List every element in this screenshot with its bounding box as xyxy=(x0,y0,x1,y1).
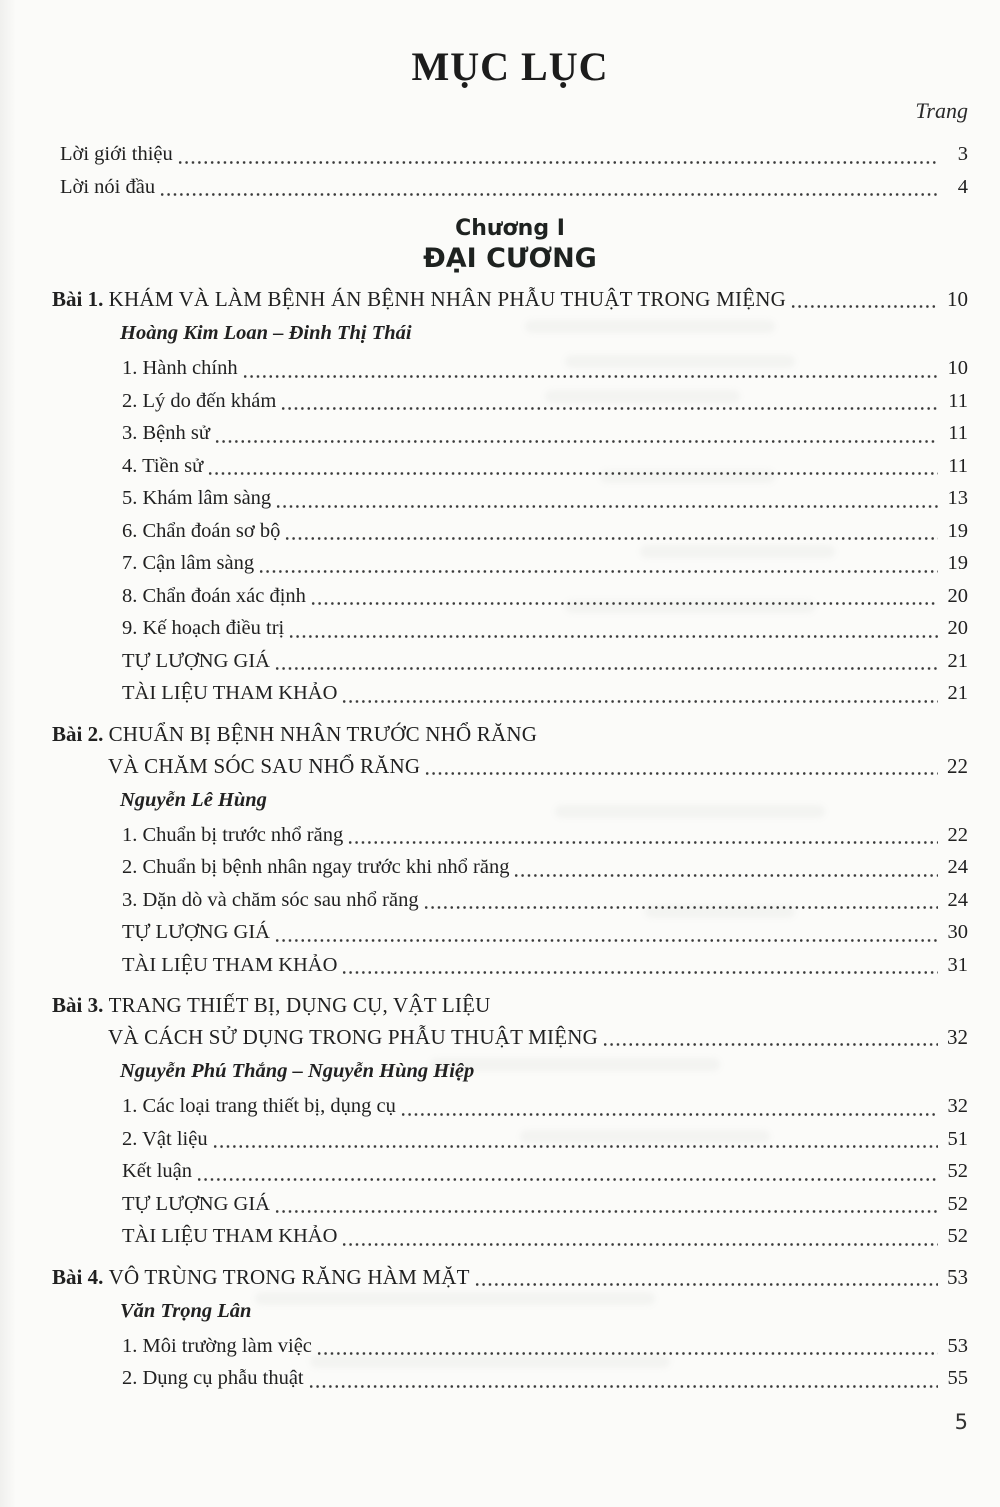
toc-row xyxy=(122,819,968,852)
front-matter-list xyxy=(52,138,968,203)
lesson-authors: Nguyễn Phú Thắng – Nguyễn Hùng Hiệp xyxy=(120,1060,475,1082)
toc-row xyxy=(122,1330,968,1363)
toc-row xyxy=(122,417,968,450)
lesson-title-continuation: VÀ CHĂM SÓC SAU NHỔ RĂNG xyxy=(108,753,421,778)
lesson-authors: Hoàng Kim Loan – Đinh Thị Thái xyxy=(120,322,412,344)
dot-leader xyxy=(342,970,938,975)
toc-row xyxy=(60,171,968,204)
dot-leader xyxy=(197,1177,938,1182)
toc-item-page: 11 xyxy=(948,389,968,412)
dot-leader xyxy=(309,1384,938,1389)
page-title: MỤC LỤC xyxy=(411,44,609,89)
lesson-header-row xyxy=(52,1261,968,1293)
lesson-number: Bài 1. xyxy=(52,287,109,311)
toc-item-label: 3. Bệnh sử xyxy=(122,422,210,444)
lesson-number: Bài 2. xyxy=(52,721,109,746)
dot-leader xyxy=(276,504,938,509)
lesson-3 xyxy=(52,989,968,1253)
toc-item-page: 52 xyxy=(947,1160,968,1182)
toc-item-page: 20 xyxy=(947,584,968,607)
dot-leader xyxy=(243,374,938,379)
dot-leader xyxy=(475,1282,938,1287)
toc-item-page: 53 xyxy=(947,1264,968,1289)
lesson-header-row xyxy=(52,989,968,1021)
toc-item-page: 19 xyxy=(947,552,968,574)
toc-item-page: 24 xyxy=(947,856,968,878)
toc-item-label: 3. Dặn dò và chăm sóc sau nhổ răng xyxy=(122,888,419,911)
toc-item-page: 21 xyxy=(947,649,968,672)
dot-leader xyxy=(285,536,938,541)
dot-leader xyxy=(342,699,938,704)
toc-item-page: 19 xyxy=(947,519,968,542)
toc-row xyxy=(122,515,968,548)
lesson-authors: Văn Trọng Lân xyxy=(120,1299,252,1322)
toc-row xyxy=(122,851,968,884)
lesson-4 xyxy=(52,1261,968,1395)
lesson-title: KHÁM VÀ LÀM BỆNH ÁN BỆNH NHÂN PHẪU THUẬT TRONG MIỆNG xyxy=(108,287,786,311)
toc-item-page: 21 xyxy=(947,682,968,704)
toc-item-page: 32 xyxy=(947,1095,968,1117)
toc-item-label: TỰ LƯỢNG GIÁ xyxy=(122,1192,270,1215)
dot-leader xyxy=(425,771,938,776)
dot-leader xyxy=(401,1112,938,1117)
lesson-1 xyxy=(52,283,968,710)
toc-item-label: Lời giới thiệu xyxy=(60,143,173,165)
toc-row xyxy=(122,884,968,917)
toc-item-label: TỰ LƯỢNG GIÁ xyxy=(122,921,270,943)
lesson-authors-row xyxy=(120,1056,968,1086)
dot-leader xyxy=(275,1209,938,1214)
dot-leader xyxy=(791,304,938,309)
dot-leader xyxy=(275,666,938,671)
lesson-authors-row xyxy=(120,1296,968,1326)
page-number-footer: 5 xyxy=(954,1409,968,1434)
toc-row xyxy=(122,1188,968,1221)
dot-leader xyxy=(275,938,938,943)
lesson-2 xyxy=(52,718,968,982)
toc-item-page: 13 xyxy=(947,487,968,509)
toc-item-label: 7. Cận lâm sàng xyxy=(122,552,255,574)
toc-item-label: 1. Hành chính xyxy=(122,357,238,379)
toc-item-label: 4. Tiền sử xyxy=(122,454,204,477)
dot-leader xyxy=(424,905,938,910)
toc-item-page: 11 xyxy=(948,422,968,444)
toc-item-label: Kết luận xyxy=(122,1160,193,1182)
lesson-header-row xyxy=(52,718,968,750)
dot-leader xyxy=(215,439,938,444)
dot-leader xyxy=(342,1242,938,1247)
toc-row xyxy=(122,580,968,613)
toc-item-label: 2. Chuẩn bị bệnh nhân ngay trước khi nhổ răng xyxy=(122,856,510,878)
toc-item-label: 6. Chẩn đoán sơ bộ xyxy=(122,519,281,542)
toc-item-label: 1. Môi trường làm việc xyxy=(122,1334,312,1357)
toc-item-label: 9. Kế hoạch điều trị xyxy=(122,617,285,639)
dot-leader xyxy=(603,1042,938,1047)
dot-leader xyxy=(208,471,938,476)
toc-item-page: 3 xyxy=(957,143,968,165)
toc-row xyxy=(122,645,968,678)
toc-row xyxy=(122,1155,968,1188)
toc-row xyxy=(122,1090,968,1123)
toc-item-label: TÀI LIỆU THAM KHẢO xyxy=(122,682,338,704)
toc-item-label: 2. Vật liệu xyxy=(122,1127,208,1150)
toc-row xyxy=(122,1362,968,1395)
toc-item-page: 55 xyxy=(947,1367,968,1389)
toc-row xyxy=(122,916,968,949)
toc-item-label: 1. Chuẩn bị trước nhổ răng xyxy=(122,823,344,846)
lesson-title: CHUẨN BỊ BỆNH NHÂN TRƯỚC NHỔ RĂNG xyxy=(108,721,538,746)
toc-row xyxy=(122,352,968,385)
dot-leader xyxy=(514,873,938,878)
dot-leader xyxy=(259,569,938,574)
chapter-heading xyxy=(52,215,968,275)
toc-row xyxy=(122,450,968,483)
toc-item-page: 31 xyxy=(947,953,968,976)
toc-item-page: 32 xyxy=(947,1025,968,1049)
dot-leader xyxy=(160,192,938,197)
toc-item-page: 22 xyxy=(947,823,968,846)
toc-row xyxy=(122,547,968,580)
toc-item-page: 51 xyxy=(947,1127,968,1150)
toc-item-page: 10 xyxy=(947,287,968,311)
toc-row xyxy=(122,482,968,515)
lesson-authors-row xyxy=(120,318,968,348)
toc-row xyxy=(122,677,968,710)
dot-leader xyxy=(213,1144,938,1149)
toc-item-page: 4 xyxy=(957,175,968,198)
lesson-title: VÔ TRÙNG TRONG RĂNG HÀM MẶT xyxy=(108,1264,470,1289)
toc-row xyxy=(60,138,968,171)
toc-item-page: 20 xyxy=(947,617,968,639)
toc-item-page: 11 xyxy=(948,454,968,477)
lesson-number: Bài 4. xyxy=(52,1264,109,1289)
toc-item-label: 2. Lý do đến khám xyxy=(122,389,277,412)
toc-item-label: Lời nói đầu xyxy=(60,175,156,198)
chapter-title: ĐẠI CƯƠNG xyxy=(423,243,597,274)
toc-item-page: 24 xyxy=(947,888,968,911)
chapter-kicker: Chương I xyxy=(455,216,565,241)
toc-item-label: 5. Khám lâm sàng xyxy=(122,487,272,509)
lesson-header-continuation-row xyxy=(108,1021,968,1053)
toc-row xyxy=(122,949,968,982)
lesson-number: Bài 3. xyxy=(52,993,109,1017)
toc-row xyxy=(122,385,968,418)
toc-item-label: TÀI LIỆU THAM KHẢO xyxy=(122,1225,338,1247)
lessons-list xyxy=(52,283,968,1395)
dot-leader xyxy=(317,1351,938,1356)
lesson-authors-row xyxy=(120,785,968,815)
column-header-trang: Trang xyxy=(915,98,968,123)
dot-leader xyxy=(311,601,938,606)
toc-row xyxy=(122,612,968,645)
toc-item-label: 1. Các loại trang thiết bị, dụng cụ xyxy=(122,1095,396,1117)
dot-leader xyxy=(281,406,938,411)
toc-row xyxy=(122,1220,968,1253)
dot-leader xyxy=(348,840,938,845)
lesson-title-continuation: VÀ CÁCH SỬ DỤNG TRONG PHẪU THUẬT MIỆNG xyxy=(108,1025,599,1049)
toc-item-page: 52 xyxy=(947,1225,968,1247)
dot-leader xyxy=(178,160,938,165)
lesson-header-row xyxy=(52,283,968,315)
toc-item-page: 22 xyxy=(947,753,968,778)
toc-row xyxy=(122,1123,968,1156)
toc-item-label: 8. Chẩn đoán xác định xyxy=(122,584,306,607)
dot-leader xyxy=(289,634,938,639)
lesson-authors: Nguyễn Lê Hùng xyxy=(120,788,267,811)
toc-item-page: 53 xyxy=(947,1334,968,1357)
toc-item-page: 30 xyxy=(947,921,968,943)
toc-item-label: TỰ LƯỢNG GIÁ xyxy=(122,649,270,672)
lesson-title: TRANG THIẾT BỊ, DỤNG CỤ, VẬT LIỆU xyxy=(108,993,491,1017)
lesson-header-continuation-row xyxy=(108,750,968,782)
toc-item-label: TÀI LIỆU THAM KHẢO xyxy=(122,953,338,976)
toc-item-label: 2. Dụng cụ phẫu thuật xyxy=(122,1367,304,1389)
toc-item-page: 52 xyxy=(947,1192,968,1215)
toc-item-page: 10 xyxy=(947,357,968,379)
